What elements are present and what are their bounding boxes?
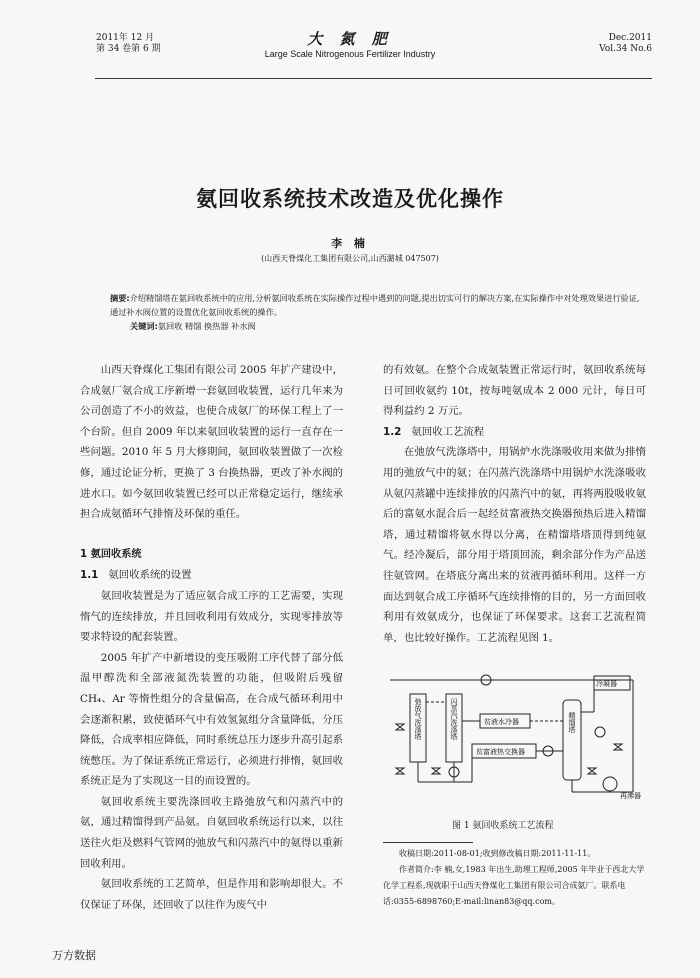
article-title: 氨回收系统技术改造及优化操作 [196,187,504,211]
label-chifang-column: 弛放气洗涤塔 [414,698,422,740]
right-column [383,360,646,648]
label-condenser: 冷凝器 [596,680,617,688]
valve-symbol [614,744,622,750]
abstract [110,291,640,319]
header-volume-en: Vol.34 No.6 [599,44,652,54]
body-paragraph: 氨回收装置是为了适应氨合成工序的工艺需要，实现惰气的连续排放，并且回收利用有效成分，实现零排放等要求特设的配套装置。 [80,589,343,644]
keywords-label: 关键词: [130,321,158,331]
header-date-en: Dec.2011 [608,33,652,43]
pump-symbol [595,727,605,737]
subsection-title: 氨回收系统的设置 [108,569,192,582]
footnote-dates: 收稿日期:2011-08-01;收到修改稿日期:2011-11-11。 [399,849,596,858]
body-paragraph: 氨回收系统主要洗涤回收主路弛放气和闪蒸汽中的氨，通过精馏得到产品氨。自氨回收系统运行以来，以往送往火炬及燃料气管网的弛放气和闪蒸汽中的氨得以重新回收利用。 [80,795,343,870]
header-date: 2011年 12 月 [96,33,155,43]
keywords-text: 氨回收 精馏 换热器 补水阀 [157,321,256,331]
body-paragraph: 在弛放气洗涤塔中，用锅炉水洗涤吸收用来做为排惰用的弛放气中的氨；在闪蒸汽洗涤塔中用锅炉水洗涤吸收从氨闪蒸罐中连续排放的闪蒸汽中的氨，再将两股吸收氨后的富氨水混合后一起经贫富液热交换器预热后进入精馏塔，通过精馏将氨水得以分离，在精馏塔塔顶得到纯氨气。经冷凝后，部分用于塔顶回流，剩余部分作为产品送往氨管网。在塔底分离出来的贫液再循环利用。这样一方面达到氨合成工序循环气连续排惰的目的，另一方面回收利用有效氨成分，也保证了环保要求。这套工艺流程简单，也比较好操作。工艺流程见图 1。 [383,446,646,644]
journal-logo: 大 氮 肥 [307,30,393,48]
abstract-label: 摘要: [110,293,130,303]
subsection-heading-1-2 [383,422,646,443]
author-affiliation: (山西天脊煤化工集团有限公司,山西潞城 047507) [261,254,439,263]
valve-symbol [396,724,404,730]
subsection-number: 1.2 [383,425,402,438]
author-name: 李 楠 [331,237,369,250]
body-paragraph-continued: 的有效氨。在整个合成氨装置正常运行时，氨回收系统每日可回收氨约 10t，按每吨氨成本 2 000 元计，每日可得利益约 2 万元。 [383,364,646,418]
subsection-title: 氨回收工艺流程 [411,425,485,438]
footnote-author-bio: 作者简介:李 楠,女,1983 年出生,助理工程师,2005 年毕业于西北大学化学工程系,现就职于山西天脊煤化工集团有限公司合成氨厂。联系电话:0355-6898760;E-mail:linan83@qq.com。 [383,865,645,906]
label-reboiler: 再沸器 [620,792,641,800]
label-heat-exchanger: 贫富液热交换器 [476,748,525,756]
keywords [130,321,256,332]
header-rule [95,78,652,79]
body-paragraph: 氨回收系统的工艺简单，但是作用和影响却很大。不仅保证了环保，还回收了以往作为废气中 [80,878,343,911]
footnote-rule [383,842,473,843]
figure-caption: 图 1 氨回收系统工艺流程 [452,821,554,831]
journal-english-name: Large Scale Nitrogenous Fertilizer Industry [264,49,436,59]
process-flow-diagram [388,672,650,804]
label-distillation-column: 精馏塔 [568,712,576,733]
section-heading-1: 1 氨回收系统 [80,548,142,560]
left-column [80,360,343,915]
label-shanzheng-column: 闪蒸汽洗涤塔 [450,698,458,740]
intro-paragraph: 山西天脊煤化工集团有限公司 2005 年扩产建设中，合成氨厂氨合成工序新增一套氨回收装置，运行几年来为公司创造了不小的效益，也使合成氨厂的环保工程上了一个台阶。但自 2009 年以来氨回收装置的运行一直存在一些问题。2010 年 5 月大修期间，氨回收装置做了一次检修，通过论证分析，更换了 3 台换热器，更改了补水阀的进水口。如今氨回收装置已经可以正常稳定运行，继续承担合成氨循环气排惰及环保的重任。 [80,364,343,521]
reboiler-symbol [603,777,617,791]
subsection-heading-1-1 [80,565,343,586]
watermark: 万方数据 [52,949,96,962]
subsection-number: 1.1 [80,569,99,582]
journal-masthead [0,28,700,59]
footnote [383,846,646,910]
valve-symbol [432,768,440,774]
header-right [599,33,652,55]
valve-symbol [396,768,404,774]
valve-symbol [588,768,596,774]
header-volume: 第 34 卷第 6 期 [96,44,161,54]
label-lean-cooler: 贫液水冷器 [484,718,519,726]
body-paragraph: 2005 年扩产中新增设的变压吸附工序代替了部分低温甲醇洗和全部液氮洗装置的功能，但吸附后残留 CH₄、Ar 等惰性组分的含量偏高，在合成气循环利用中会逐渐积累，致使循环气中有效氢氮组分含量降低，分压降低，合成率相应降低，同时系统总压力逐步升高引起系统憋压。为了保证系统正常运行，必须进行排惰，氨回收系统正是为了实现这一目的而设置的。 [80,651,343,788]
abstract-text: 介绍精馏塔在氨回收系统中的应用,分析氨回收系统在实际操作过程中遇到的问题,提出切实可行的解决方案,在实际操作中对处理效果进行验证,通过补水阀位置的设置优化氨回收系统的操作。 [110,293,640,317]
